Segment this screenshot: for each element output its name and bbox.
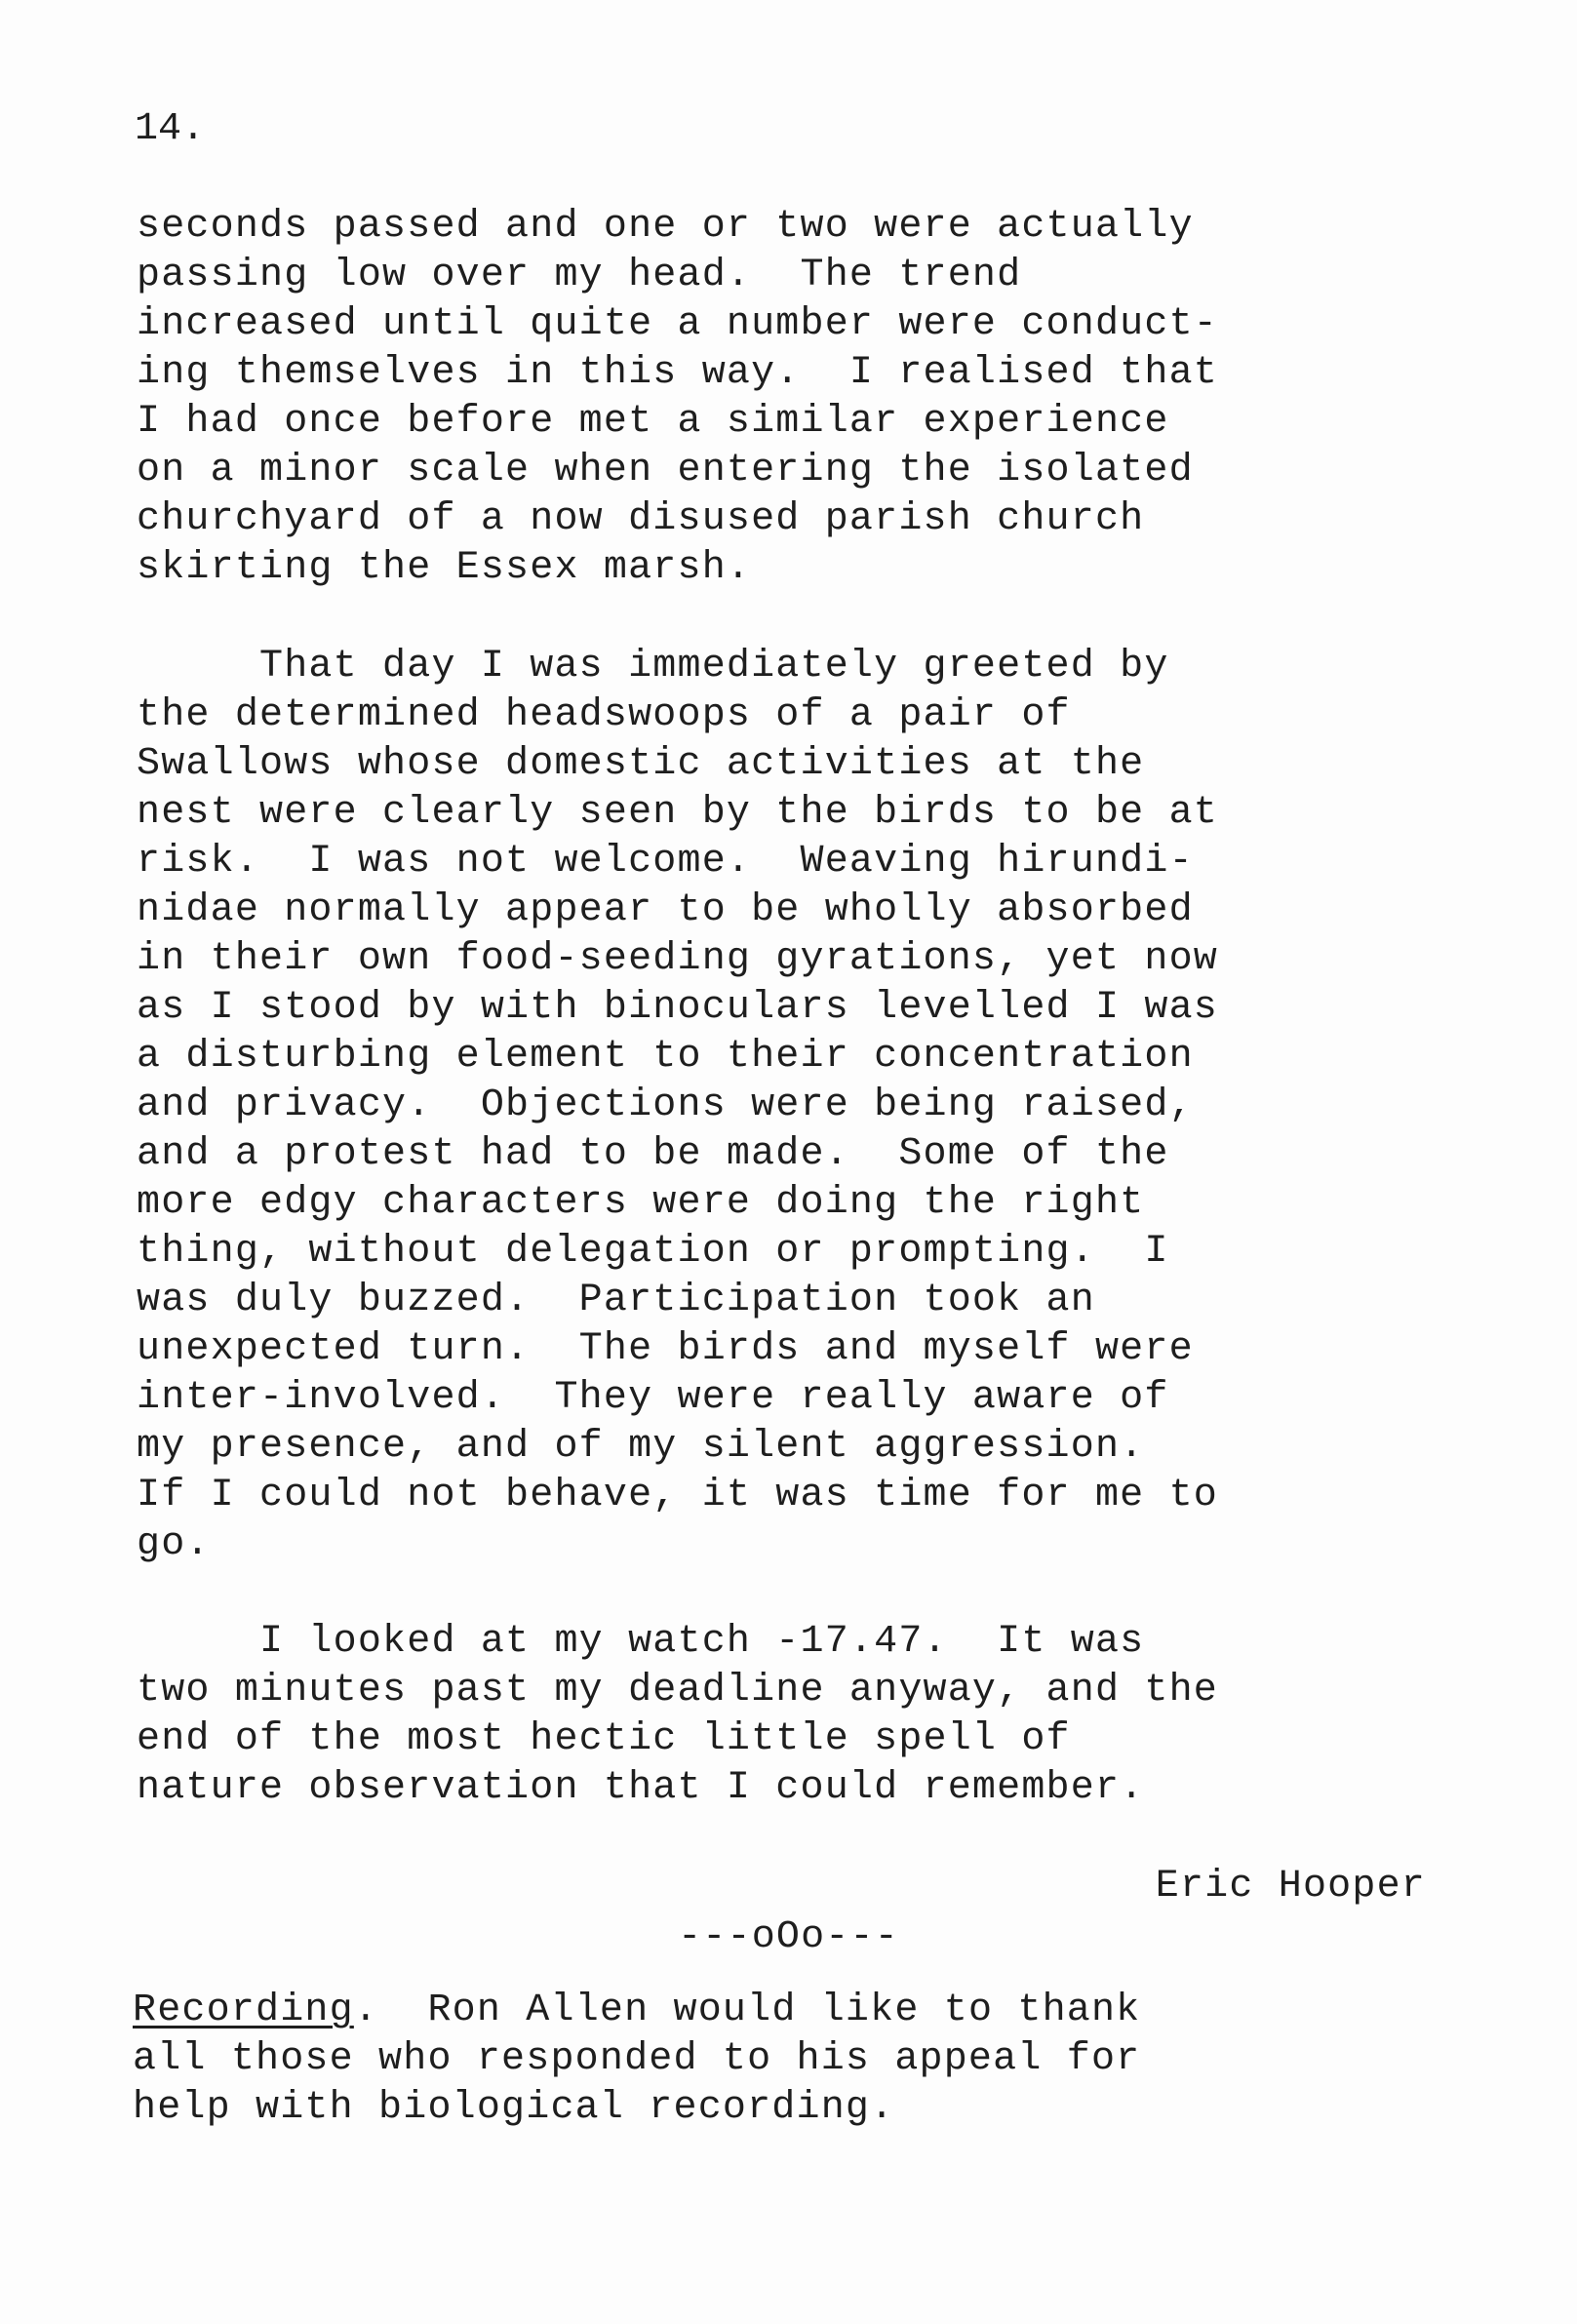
text-line: all those who responded to his appeal for <box>133 2037 1141 2081</box>
text-line: on a minor scale when entering the isolated <box>137 449 1194 492</box>
recording-heading: Recording <box>133 1989 354 2032</box>
text-line: nature observation that I could remember. <box>137 1766 1145 1810</box>
text-line: help with biological recording. <box>133 2086 895 2130</box>
text-line: the determined headswoops of a pair of <box>137 693 1071 737</box>
recording-text: Ron Allen would like to thank <box>378 1989 1141 2032</box>
recording-line <box>133 1987 1140 2035</box>
text-line: I looked at my watch -17.47. It was <box>137 1620 1145 1664</box>
text-line: a disturbing element to their concentration <box>137 1035 1194 1079</box>
text-line: and privacy. Objections were being raised, <box>137 1083 1194 1127</box>
text-line: unexpected turn. The birds and myself were <box>137 1327 1194 1371</box>
text-line: nest were clearly seen by the birds to be at <box>137 791 1218 835</box>
text-line: nidae normally appear to be wholly absorbed <box>137 888 1194 932</box>
text-line: Swallows whose domestic activities at the <box>137 742 1145 786</box>
text-line: That day I was immediately greeted by <box>137 645 1169 689</box>
text-line: two minutes past my deadline anyway, and the <box>137 1669 1218 1713</box>
text-line: If I could not behave, it was time for me to <box>137 1474 1218 1517</box>
text-line: increased until quite a number were conduct- <box>137 302 1218 346</box>
text-line: in their own food-seeding gyrations, yet now <box>137 937 1218 981</box>
text-line: risk. I was not welcome. Weaving hirundi- <box>137 840 1194 884</box>
recording-heading-punct: . <box>353 1989 379 2032</box>
text-line: churchyard of a now disused parish church <box>137 497 1145 541</box>
text-line: passing low over my head. The trend <box>137 254 1022 297</box>
text-line: ing themselves in this way. I realised that <box>137 351 1218 395</box>
text-line: I had once before met a similar experience <box>137 400 1169 444</box>
text-line: seconds passed and one or two were actually <box>137 205 1194 249</box>
page-number: 14. <box>135 107 206 151</box>
text-line: inter-involved. They were really aware of <box>137 1376 1169 1420</box>
text-line: go. <box>137 1522 211 1566</box>
text-line: was duly buzzed. Participation took an <box>137 1279 1095 1322</box>
text-line: end of the most hectic little spell of <box>137 1717 1071 1761</box>
text-line: more edgy characters were doing the right <box>137 1181 1145 1225</box>
text-line: skirting the Essex marsh. <box>137 546 752 590</box>
text-line: as I stood by with binoculars levelled I was <box>137 986 1218 1030</box>
text-line: thing, without delegation or prompting. I <box>137 1230 1169 1274</box>
text-line: my presence, and of my silent aggression. <box>137 1425 1145 1469</box>
text-line: and a protest had to be made. Some of the <box>137 1132 1169 1176</box>
author-signature: Eric Hooper <box>1155 1865 1426 1909</box>
section-separator: ---oOo--- <box>678 1915 899 1959</box>
